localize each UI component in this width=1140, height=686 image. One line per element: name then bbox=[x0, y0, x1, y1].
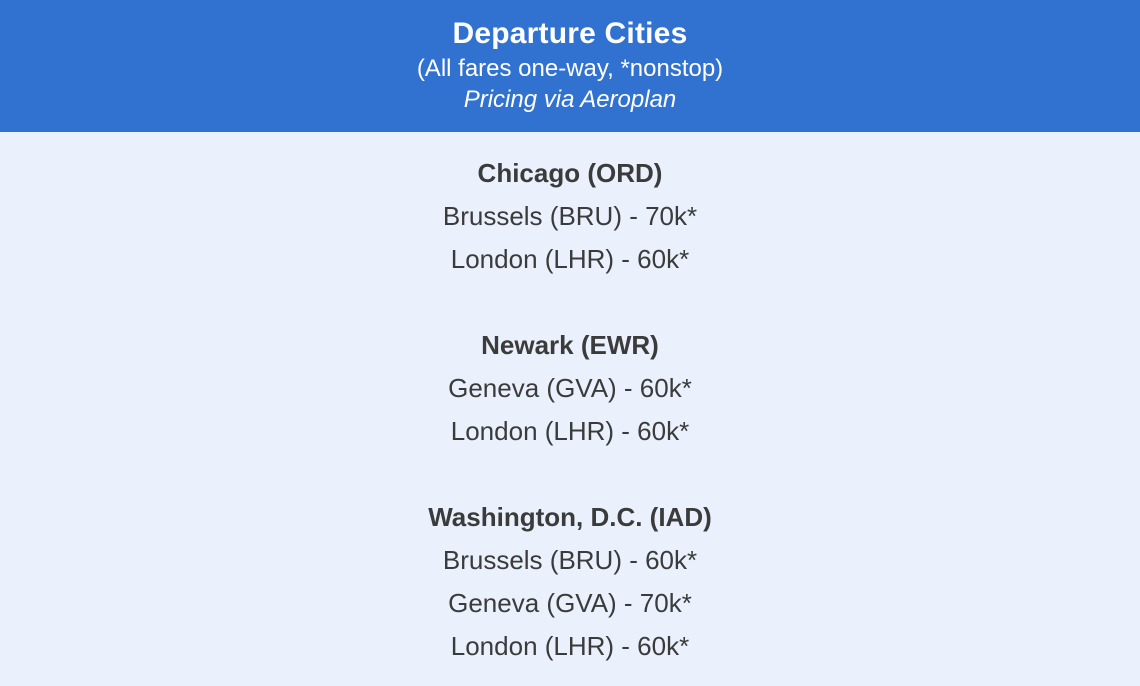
page-title: Departure Cities bbox=[452, 17, 688, 50]
city-heading: Washington, D.C. (IAD) bbox=[428, 502, 712, 532]
city-section-washington bbox=[0, 496, 1140, 668]
fare-line: Brussels (BRU) - 60k* bbox=[442, 545, 698, 575]
fare-line: London (LHR) - 60k* bbox=[450, 244, 690, 274]
header-pricing-note: Pricing via Aeroplan bbox=[463, 86, 677, 113]
fare-line: London (LHR) - 60k* bbox=[450, 416, 690, 446]
fare-line: Geneva (GVA) - 70k* bbox=[448, 588, 692, 618]
city-heading: Newark (EWR) bbox=[481, 330, 659, 360]
fare-line: London (LHR) - 60k* bbox=[450, 631, 690, 661]
fare-list bbox=[0, 132, 1140, 668]
city-section-chicago bbox=[0, 152, 1140, 281]
city-section-newark bbox=[0, 324, 1140, 453]
header-subtitle: (All fares one-way, *nonstop) bbox=[416, 55, 724, 82]
fare-line: Geneva (GVA) - 60k* bbox=[448, 373, 692, 403]
header-banner bbox=[0, 0, 1140, 132]
fare-line: Brussels (BRU) - 70k* bbox=[442, 201, 698, 231]
city-heading: Chicago (ORD) bbox=[477, 158, 663, 188]
